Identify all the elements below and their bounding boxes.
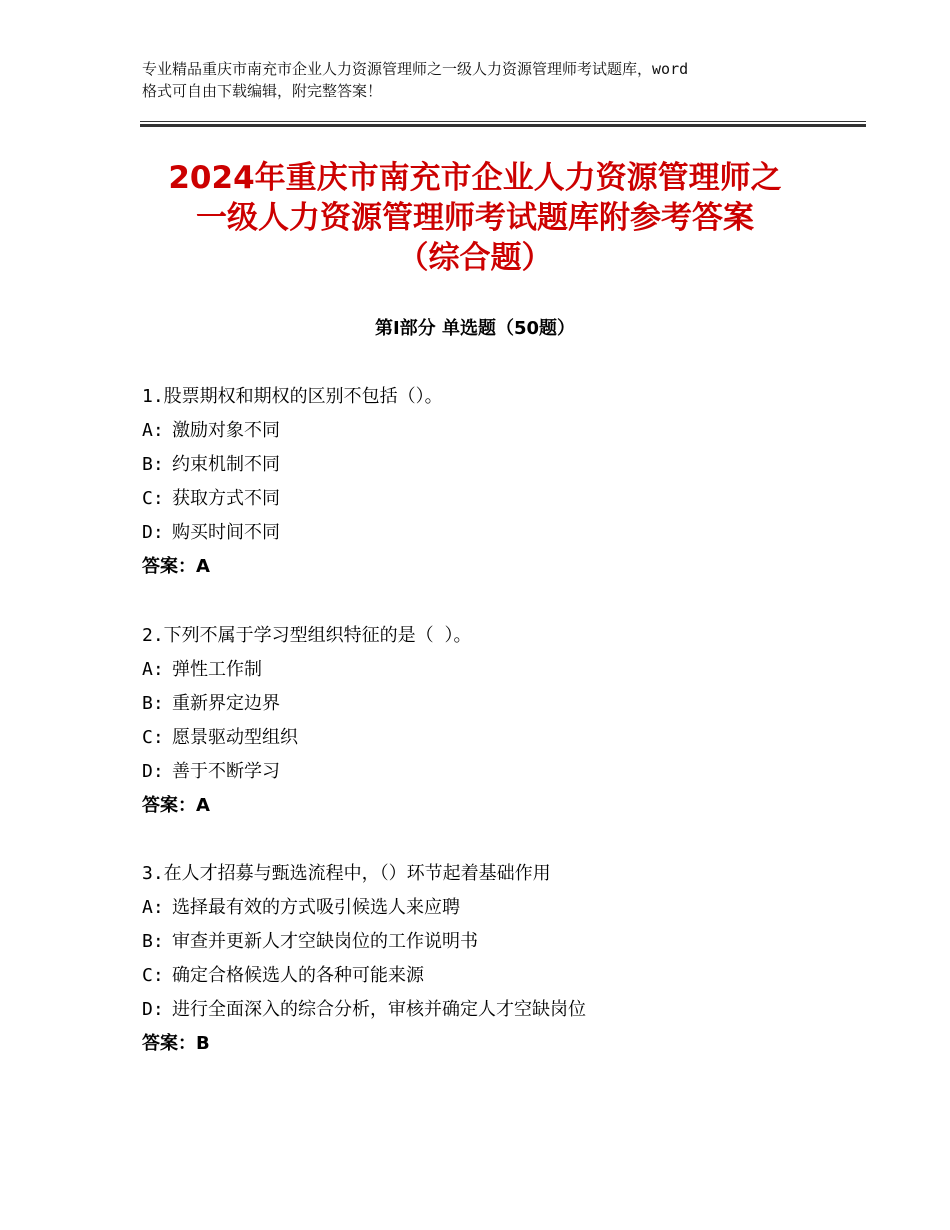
document-title-line-3: （综合题） <box>397 240 553 276</box>
header-rule-top <box>140 121 866 122</box>
option-letter: A: <box>142 897 164 918</box>
option-a <box>142 653 842 687</box>
header-note-line-2: 格式可自由下载编辑，附完整答案！ <box>142 82 383 100</box>
document-title-line-1: 2024年重庆市南充市企业人力资源管理师之 <box>168 160 782 196</box>
option-d <box>142 993 842 1027</box>
option-letter: C: <box>142 488 164 509</box>
option-text: 善于不断学习 <box>172 761 280 782</box>
option-letter: A: <box>142 659 164 680</box>
option-text: 重新界定边界 <box>172 693 280 714</box>
option-text: 获取方式不同 <box>172 488 280 509</box>
option-c <box>142 721 842 755</box>
option-letter: C: <box>142 727 164 748</box>
option-text: 激励对象不同 <box>172 420 280 441</box>
answer-label: 答案：A <box>142 795 210 816</box>
header-rule-bottom <box>140 124 866 127</box>
option-text: 选择最有效的方式吸引候选人来应聘 <box>172 897 460 918</box>
option-text: 审查并更新人才空缺岗位的工作说明书 <box>172 931 478 952</box>
header-note-line-1: 专业精品重庆市南充市企业人力资源管理师之一级人力资源管理师考试题库，word <box>142 60 689 78</box>
option-letter: B: <box>142 454 164 475</box>
question-stem: 3.在人才招募与甄选流程中，（）环节起着基础作用 <box>142 863 551 884</box>
option-text: 约束机制不同 <box>172 454 280 475</box>
option-c <box>142 959 842 993</box>
option-a <box>142 891 842 925</box>
option-b <box>142 448 842 482</box>
option-text: 弹性工作制 <box>172 659 262 680</box>
option-text: 确定合格候选人的各种可能来源 <box>172 965 424 986</box>
option-text: 购买时间不同 <box>172 522 280 543</box>
option-b <box>142 925 842 959</box>
option-c <box>142 482 842 516</box>
option-letter: B: <box>142 931 164 952</box>
option-letter: C: <box>142 965 164 986</box>
option-d <box>142 755 842 789</box>
document-title-line-2: 一级人力资源管理师考试题库附参考答案 <box>196 200 754 236</box>
answer-label: 答案：A <box>142 556 210 577</box>
document-title <box>120 158 830 278</box>
header-note <box>142 58 822 102</box>
option-b <box>142 687 842 721</box>
question-1 <box>142 380 842 584</box>
question-3 <box>142 857 842 1061</box>
section-heading: 第Ⅰ部分 单选题（50题） <box>374 318 575 339</box>
option-d <box>142 516 842 550</box>
question-stem: 2.下列不属于学习型组织特征的是（ ）。 <box>142 625 472 646</box>
option-letter: D: <box>142 761 164 782</box>
question-2 <box>142 619 842 823</box>
option-text: 愿景驱动型组织 <box>172 727 298 748</box>
option-letter: B: <box>142 693 164 714</box>
option-a <box>142 414 842 448</box>
question-stem: 1.股票期权和期权的区别不包括（）。 <box>142 386 443 407</box>
option-letter: D: <box>142 522 164 543</box>
answer-label: 答案：B <box>142 1033 210 1054</box>
option-letter: D: <box>142 999 164 1020</box>
option-letter: A: <box>142 420 164 441</box>
option-text: 进行全面深入的综合分析，审核并确定人才空缺岗位 <box>172 999 586 1020</box>
